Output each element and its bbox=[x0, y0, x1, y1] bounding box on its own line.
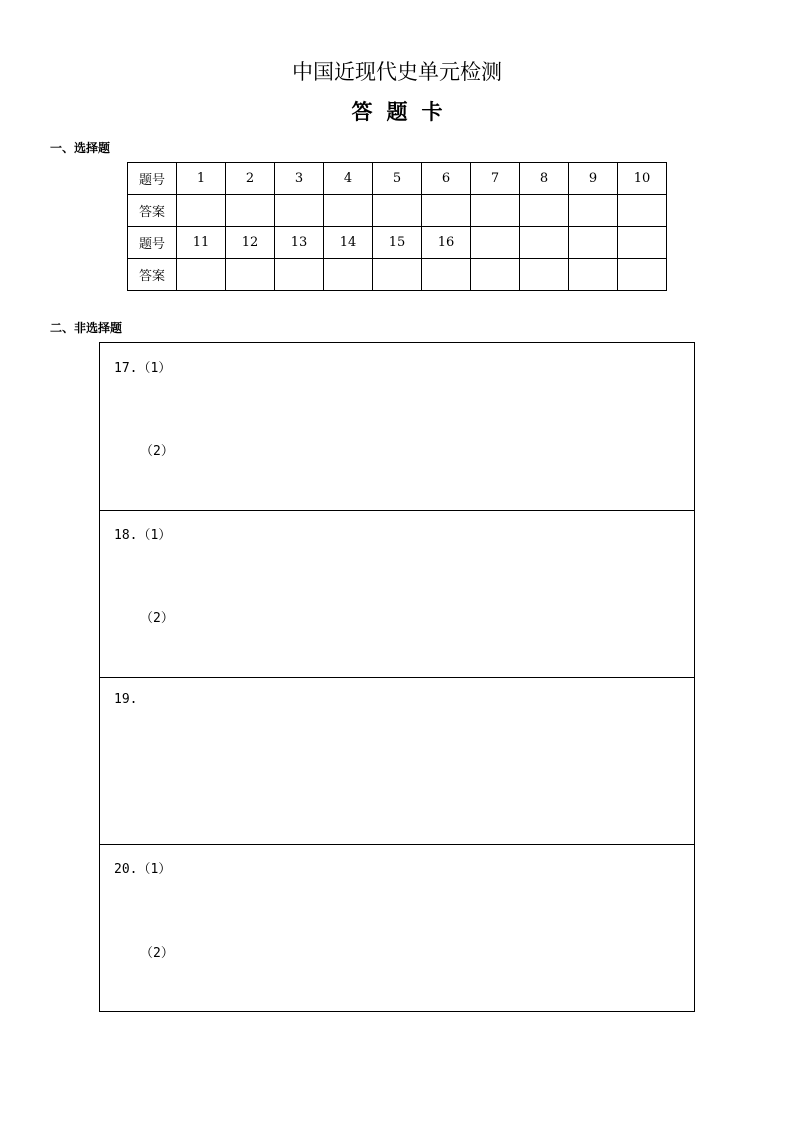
table-row bbox=[128, 163, 667, 195]
answer-cell-14[interactable] bbox=[324, 259, 373, 291]
answer-cell-13[interactable] bbox=[275, 259, 324, 291]
table-cell: 9 bbox=[569, 163, 618, 195]
page-title: 中国近现代史单元检测 bbox=[292, 60, 502, 84]
table-row bbox=[128, 195, 667, 227]
section-heading-free-response: 二、非选择题 bbox=[50, 321, 123, 335]
table-cell bbox=[520, 259, 569, 291]
answer-cell-11[interactable] bbox=[177, 259, 226, 291]
answer-box-q19[interactable] bbox=[99, 678, 695, 845]
table-cell: 题号 bbox=[128, 227, 177, 259]
answer-box-q18[interactable] bbox=[99, 510, 695, 678]
answer-cell-3[interactable] bbox=[275, 195, 324, 227]
table-cell bbox=[569, 227, 618, 259]
table-cell: 12 bbox=[226, 227, 275, 259]
table-cell bbox=[569, 259, 618, 291]
table-cell bbox=[471, 259, 520, 291]
table-cell: 1 bbox=[177, 163, 226, 195]
answer-cell-1[interactable] bbox=[177, 195, 226, 227]
table-cell: 10 bbox=[618, 163, 667, 195]
answer-cell-16[interactable] bbox=[422, 259, 471, 291]
answer-cell-4[interactable] bbox=[324, 195, 373, 227]
question-label: 18.（1） bbox=[114, 528, 172, 543]
sub-question-label: （2） bbox=[140, 444, 174, 459]
table-cell: 答案 bbox=[128, 195, 177, 227]
question-label: 19. bbox=[114, 692, 138, 707]
table-cell bbox=[618, 227, 667, 259]
section-heading-multiple-choice: 一、选择题 bbox=[50, 141, 111, 155]
table-cell: 7 bbox=[471, 163, 520, 195]
sub-question-label: （2） bbox=[140, 611, 174, 626]
answer-box-q20[interactable] bbox=[99, 845, 695, 1012]
table-cell: 8 bbox=[520, 163, 569, 195]
answer-cell-9[interactable] bbox=[569, 195, 618, 227]
answer-cell-10[interactable] bbox=[618, 195, 667, 227]
answer-cell-15[interactable] bbox=[373, 259, 422, 291]
answer-box-q17[interactable] bbox=[99, 342, 695, 511]
answer-cell-2[interactable] bbox=[226, 195, 275, 227]
answer-cell-12[interactable] bbox=[226, 259, 275, 291]
sub-question-label: （2） bbox=[140, 946, 174, 961]
table-cell: 6 bbox=[422, 163, 471, 195]
table-cell: 2 bbox=[226, 163, 275, 195]
answer-grid bbox=[127, 162, 667, 291]
table-cell bbox=[520, 227, 569, 259]
answer-cell-7[interactable] bbox=[471, 195, 520, 227]
answer-cell-8[interactable] bbox=[520, 195, 569, 227]
table-cell bbox=[471, 227, 520, 259]
table-cell: 14 bbox=[324, 227, 373, 259]
page-subtitle: 答题卡 bbox=[351, 100, 457, 124]
question-label: 17.（1） bbox=[114, 361, 172, 376]
table-cell: 13 bbox=[275, 227, 324, 259]
table-cell: 3 bbox=[275, 163, 324, 195]
table-cell bbox=[618, 259, 667, 291]
table-row bbox=[128, 259, 667, 291]
answer-cell-5[interactable] bbox=[373, 195, 422, 227]
question-label: 20.（1） bbox=[114, 862, 172, 877]
answer-cell-6[interactable] bbox=[422, 195, 471, 227]
table-cell: 题号 bbox=[128, 163, 177, 195]
table-cell: 5 bbox=[373, 163, 422, 195]
table-cell: 16 bbox=[422, 227, 471, 259]
table-cell: 4 bbox=[324, 163, 373, 195]
table-cell: 15 bbox=[373, 227, 422, 259]
table-row bbox=[128, 227, 667, 259]
table-cell: 11 bbox=[177, 227, 226, 259]
table-cell: 答案 bbox=[128, 259, 177, 291]
